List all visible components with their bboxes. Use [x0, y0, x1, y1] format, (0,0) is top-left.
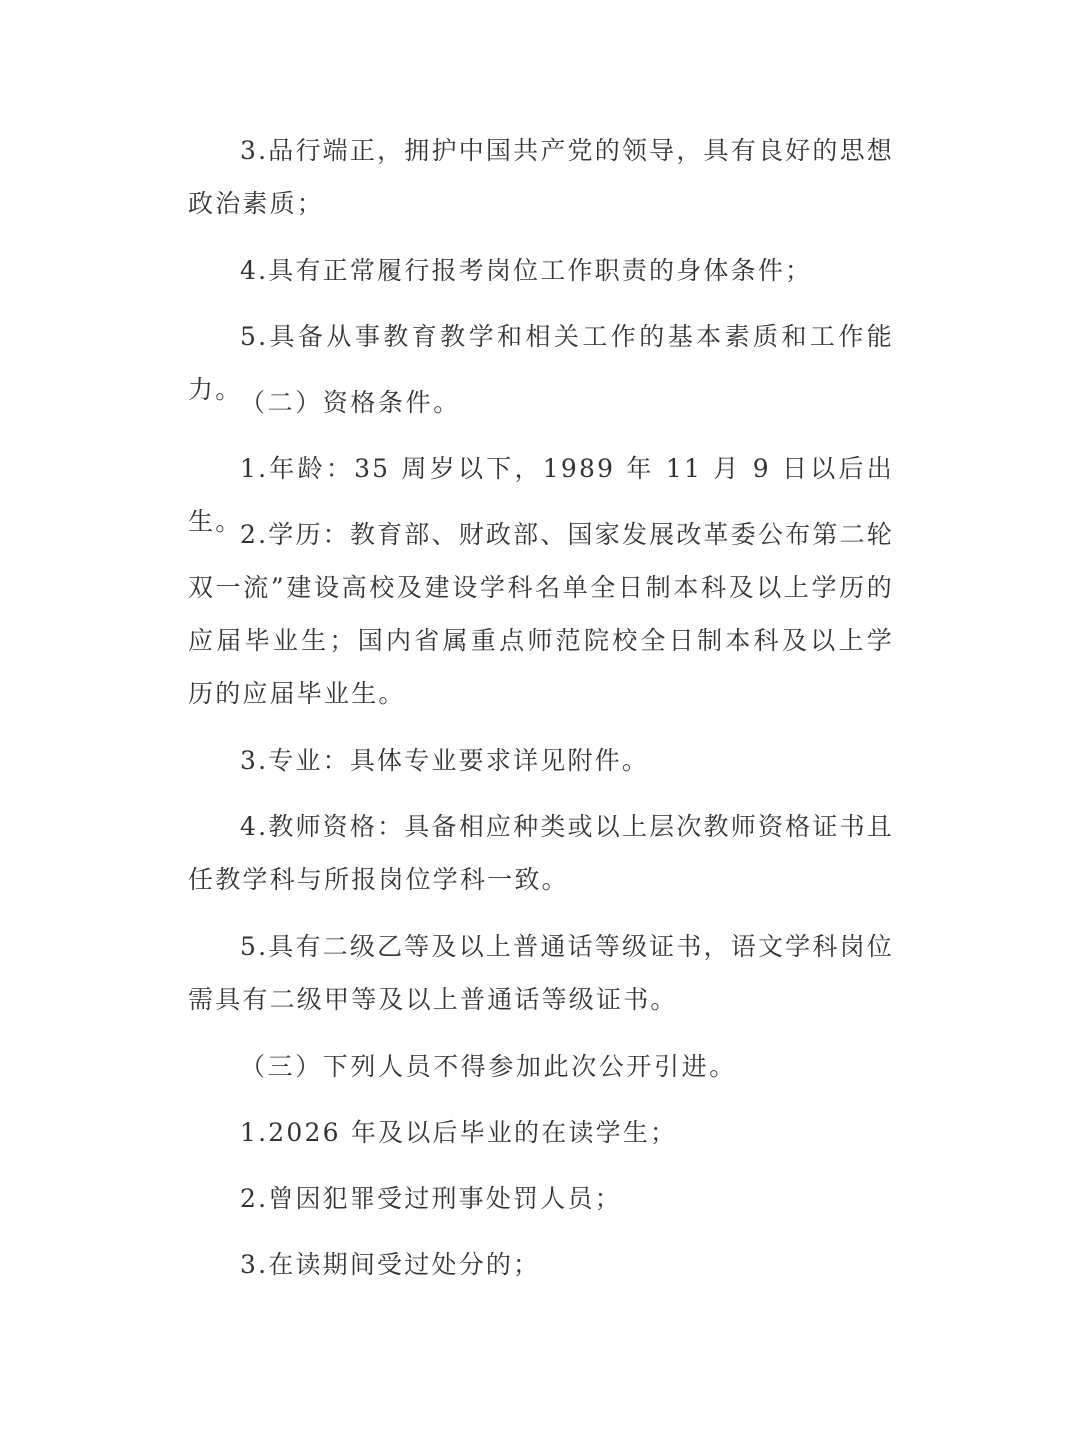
section-heading-exclusions: （三）下列人员不得参加此次公开引进。: [240, 1052, 737, 1081]
paragraph-criminal-record: 2.曾因犯罪受过刑事处罚人员；: [240, 1184, 622, 1213]
paragraph-physical-condition: 4.具有正常履行报考岗位工作职责的身体条件；: [240, 256, 813, 285]
paragraph-age: 1.年龄：35 周岁以下，1989 年 11 月 9 日以后出生。: [188, 454, 894, 536]
paragraph-teacher-certificate: 4.教师资格：具备相应种类或以上层次教师资格证书且任教学科与所报岗位学科一致。: [188, 812, 894, 894]
paragraph-current-students: 1.2026 年及以后毕业的在读学生；: [240, 1118, 678, 1147]
paragraph-teaching-ability: 5.具备从事教育教学和相关工作的基本素质和工作能力。: [188, 322, 894, 404]
paragraph-political-quality: 3.品行端正，拥护中国共产党的领导，具有良好的思想政治素质；: [188, 136, 894, 218]
paragraph-disciplinary-record: 3.在读期间受过处分的；: [240, 1250, 541, 1279]
section-heading-qualifications: （二）资格条件。: [240, 388, 461, 417]
paragraph-education: 2.学历：教育部、财政部、国家发展改革委公布第二轮双一流”建设高校及建设学科名单全日制本科及以上学历的应届毕业生；国内省属重点师范院校全日制本科及以上学历的应届毕业生。: [188, 520, 894, 708]
paragraph-major: 3.专业：具体专业要求详见附件。: [240, 746, 650, 775]
paragraph-mandarin-certificate: 5.具有二级乙等及以上普通话等级证书，语文学科岗位需具有二级甲等及以上普通话等级证书。: [188, 932, 894, 1014]
